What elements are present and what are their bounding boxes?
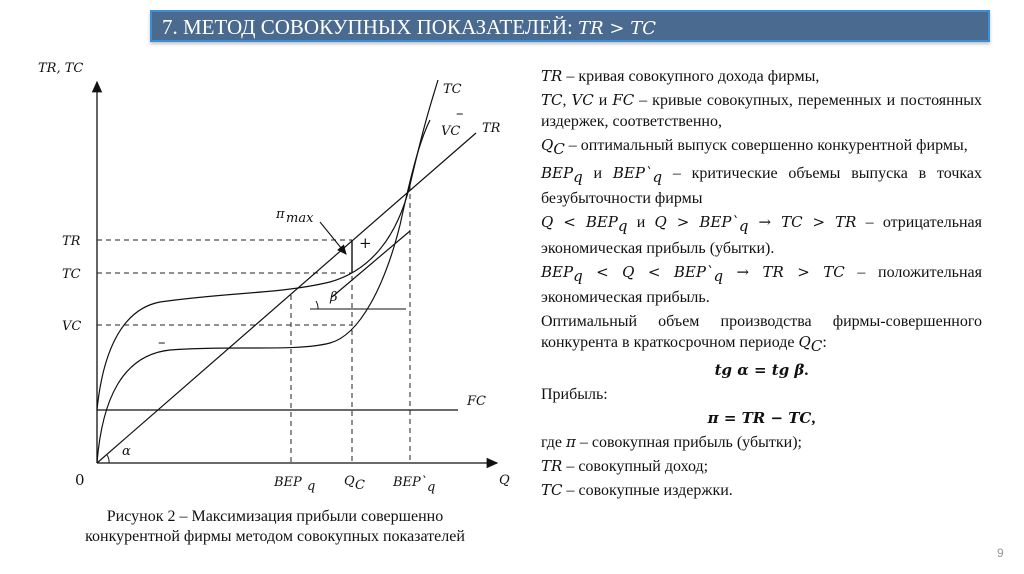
vc-curve-label: VC (441, 124, 461, 139)
rule-loss: $Q < BEP_q$ и $Q > BEP`_q$ → TC > TR – отрицательная экономическая прибыль (убытки). (541, 213, 983, 257)
slide-title: 7. МЕТОД СОВОКУПНЫХ ПОКАЗАТЕЛЕЙ: TR > TC (162, 15, 656, 39)
tr-curve (97, 133, 476, 463)
def-pi: где π – совокупная прибыль (убытки); (541, 432, 802, 451)
pi-max-label: π (276, 207, 285, 222)
fc-curve-label: FC (467, 394, 486, 409)
alpha-arc (107, 455, 109, 463)
y-axis-label: TR, TC (38, 61, 84, 76)
x-axis-label: Q (499, 473, 510, 488)
vc-bar-mark: – (456, 104, 464, 122)
origin-label: 0 (75, 471, 85, 489)
def-tr: TR – кривая совокупного дохода фирмы, (541, 67, 820, 85)
x-tick-bep-sub: q (307, 479, 316, 494)
pi-max-arrow (320, 222, 346, 254)
y-tick-vc: VC (62, 319, 82, 334)
tc-curve-label: TC (443, 82, 462, 97)
profit-formula: π = TR − TC, (707, 408, 816, 427)
figure-caption: Рисунок 2 – Максимизация прибыли совершенно конкурентной фирмы методом совокупных показателей (85, 508, 465, 545)
def-costs: TC, VC и FC – кривые совокупных, переменных и постоянных издержек, соответственно, (541, 91, 983, 130)
tg-formula: tg α = tg β. (714, 360, 809, 379)
cost-revenue-graph (30, 60, 510, 500)
optimal-output: Оптимальный объем производства фирмы-совершенного конкурента в краткосрочном периоде $Q_C$: (541, 312, 982, 355)
tc-curve (97, 80, 438, 410)
beta-arc (316, 301, 318, 309)
x-tick-qc-sub: C (355, 478, 365, 493)
beta-label: β (330, 290, 338, 305)
rule-profit: $BEP_q < Q$ < $BEP`_q$ → TR > TC – положительная экономическая прибыль. (541, 262, 983, 306)
page-number: 9 (997, 546, 1004, 560)
y-tick-tc: TC (62, 267, 81, 282)
profit-heading: Прибыль: (541, 385, 608, 403)
pi-max-sub: max (286, 211, 314, 226)
def-tc: TC – совокупные издержки. (541, 480, 733, 499)
alpha-label: α (122, 444, 131, 459)
def-bep: $BEP_q$ и $BEP`_q$ – критические объемы выпуска в точках безубыточности фирмы (541, 164, 983, 208)
x-tick-bep-prime-sub: q (427, 480, 436, 495)
explanation-text (541, 66, 982, 504)
plus-sign: + (359, 234, 372, 252)
def-qc: $Q_C$ – оптимальный выпуск совершенно конкурентной фирмы, (541, 136, 968, 159)
title-bar (150, 10, 990, 42)
minus-sign: – (158, 333, 166, 351)
x-tick-qc: Q (344, 474, 355, 489)
y-tick-tr: TR (62, 234, 81, 249)
tr-curve-label: TR (482, 121, 501, 136)
def-tr-2: TR – совокупный доход; (541, 456, 709, 475)
x-tick-bep: BEP (274, 475, 302, 490)
x-tick-bep-prime: BEP` (393, 475, 428, 490)
